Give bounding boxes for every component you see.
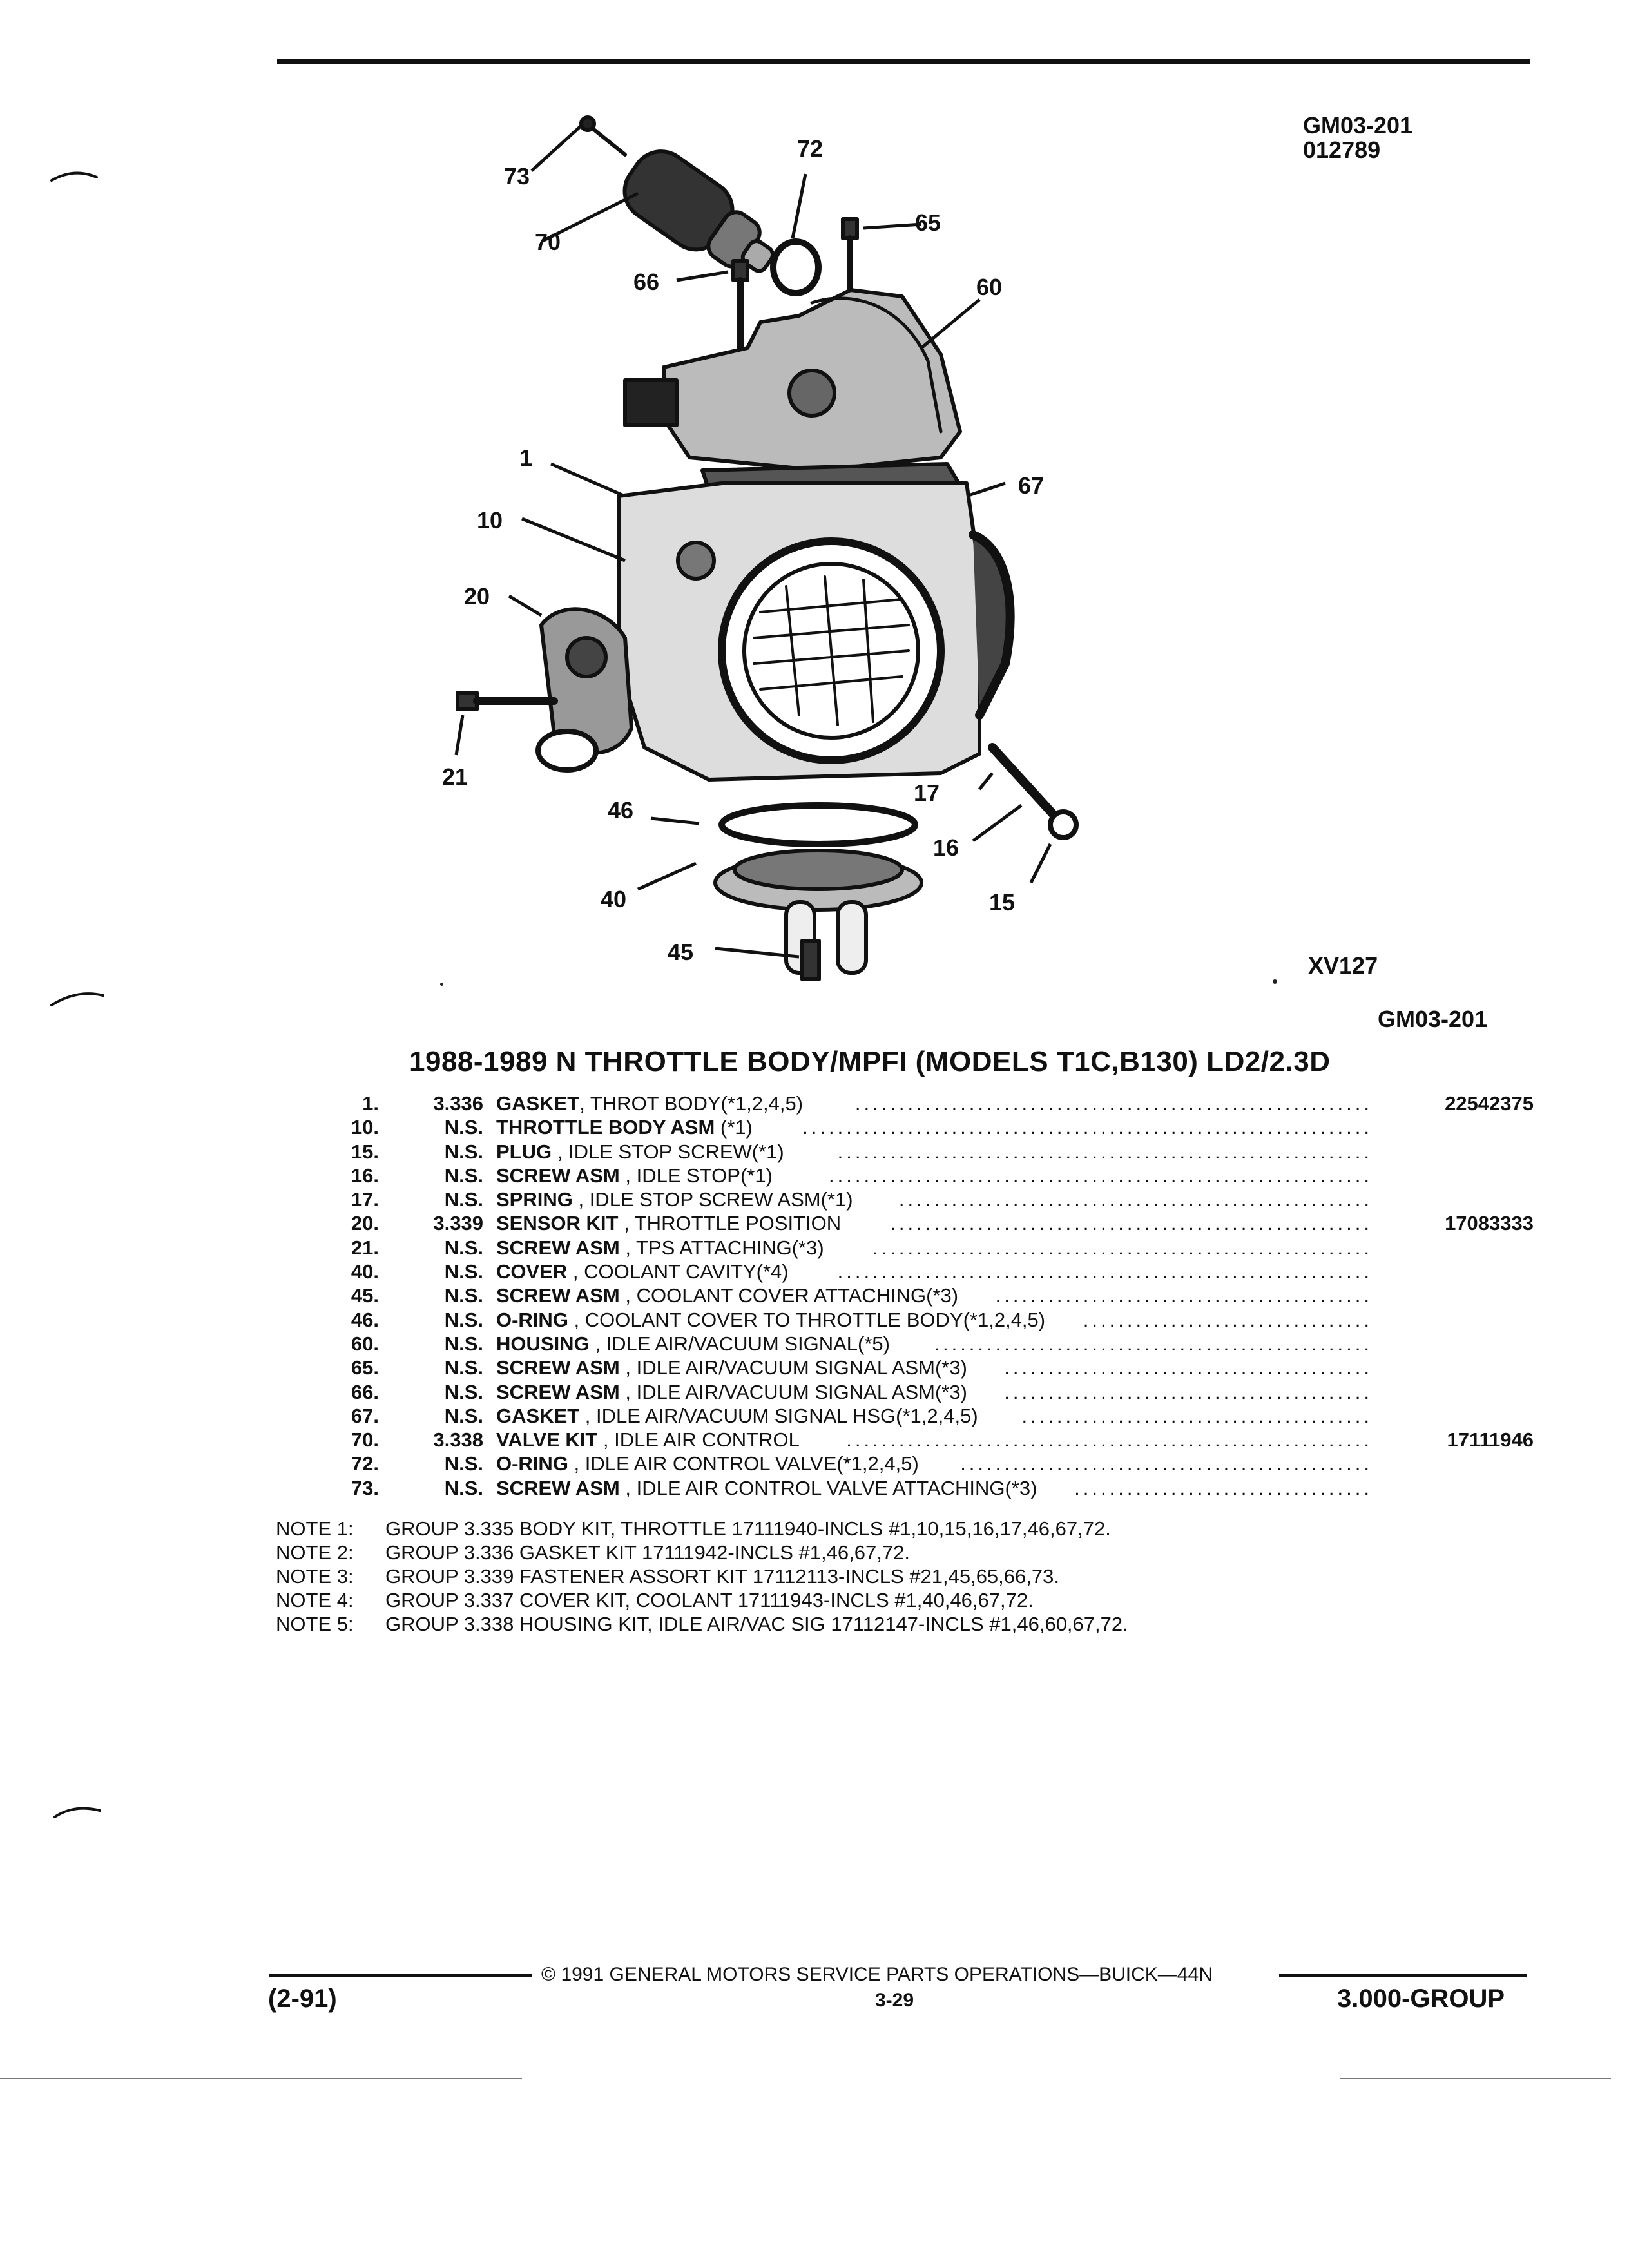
- part-detail: , IDLE STOP SCREW(*1): [552, 1140, 784, 1163]
- part-description: [496, 1260, 789, 1283]
- part-group-number: N.S.: [444, 1452, 483, 1475]
- callout-15: 15: [989, 889, 1016, 916]
- leader-dots: ..........................................: [1004, 1380, 1373, 1403]
- part-name: THROTTLE BODY ASM: [496, 1116, 715, 1139]
- parts-row: [284, 1381, 1534, 1405]
- parts-row: [284, 1309, 1534, 1332]
- part-detail: , TPS ATTACHING(*3): [619, 1236, 824, 1259]
- notes-block: [276, 1517, 1128, 1636]
- part-detail: , IDLE AIR/VACUUM SIGNAL(*5): [589, 1332, 890, 1355]
- note-label: NOTE 1:: [276, 1517, 354, 1540]
- part-group-number: N.S.: [444, 1116, 483, 1139]
- leader-dots: .............................................................: [837, 1140, 1373, 1163]
- part-name: VALVE KIT: [496, 1428, 598, 1452]
- footer-copyright: © 1991 GENERAL MOTORS SERVICE PARTS OPERATIONS—BUICK—44N: [541, 1964, 1213, 1985]
- parts-row: [284, 1164, 1534, 1188]
- part-description: [496, 1477, 1037, 1500]
- page-title: 1988-1989 N THROTTLE BODY/MPFI (MODELS T1C,B130) LD2/2.3D: [409, 1046, 1331, 1077]
- leader-dots: ...........................................: [995, 1284, 1373, 1307]
- part-description: [496, 1284, 958, 1307]
- leader-dots: .............................................................: [837, 1260, 1373, 1283]
- leader-dots: ......................................................: [898, 1188, 1373, 1211]
- footer-rule-right: [1279, 1974, 1527, 1977]
- note-text: GROUP 3.339 FASTENER ASSORT KIT 17112113-INCLS #21,45,65,66,73.: [385, 1565, 1059, 1588]
- part-description: [496, 1212, 841, 1235]
- parts-row: [284, 1477, 1534, 1501]
- callout-72: 72: [797, 135, 824, 162]
- note-label: NOTE 5:: [276, 1613, 354, 1635]
- parts-row: [284, 1356, 1534, 1380]
- part-detail: , IDLE STOP SCREW ASM(*1): [572, 1188, 853, 1211]
- leader-dots: .................................................................: [802, 1116, 1373, 1139]
- note-row: [276, 1541, 1128, 1564]
- part-name: GASKET: [496, 1092, 580, 1115]
- part-detail: , IDLE AIR CONTROL: [597, 1428, 800, 1452]
- part-name: PLUG: [496, 1140, 552, 1163]
- part-name: O-RING: [496, 1452, 568, 1475]
- part-group-number: N.S.: [444, 1404, 483, 1427]
- part-detail: , COOLANT COVER TO THROTTLE BODY(*1,2,4,5): [568, 1308, 1046, 1331]
- leader-dots: ........................................: [1021, 1404, 1373, 1427]
- callout-60: 60: [976, 274, 1003, 300]
- part-ref-number: 70.: [351, 1428, 379, 1452]
- part-detail: , COOLANT CAVITY(*4): [567, 1260, 789, 1283]
- callout-10: 10: [477, 507, 503, 533]
- part-detail: , IDLE AIR/VACUUM SIGNAL ASM(*3): [619, 1356, 967, 1379]
- part-name: SPRING: [496, 1188, 573, 1211]
- note-label: NOTE 3:: [276, 1565, 354, 1588]
- note-row: [276, 1517, 1128, 1541]
- speck: [1273, 979, 1277, 984]
- part-group-number: 3.338: [433, 1428, 483, 1452]
- part-group-number: N.S.: [444, 1140, 483, 1163]
- callout-17: 17: [914, 780, 940, 806]
- part-detail: (*1): [715, 1116, 753, 1139]
- part-detail: , THROTTLE POSITION: [618, 1212, 842, 1235]
- note-text: GROUP 3.338 HOUSING KIT, IDLE AIR/VAC SIG 17112147-INCLS #1,46,60,67,72.: [385, 1613, 1128, 1635]
- callout-65: 65: [915, 209, 941, 236]
- parts-row: [284, 1260, 1534, 1284]
- note-row: [276, 1612, 1128, 1636]
- part-name: O-RING: [496, 1308, 568, 1331]
- part-name: SCREW ASM: [496, 1356, 620, 1379]
- callout-67: 67: [1018, 472, 1045, 499]
- part-description: [496, 1428, 800, 1452]
- part-name: SCREW ASM: [496, 1236, 620, 1259]
- leader-dots: ...........................................................: [854, 1092, 1373, 1115]
- bottom-edge-rule: [0, 2078, 522, 2079]
- part-ref-number: 1.: [362, 1092, 379, 1115]
- note-label: NOTE 4:: [276, 1589, 354, 1611]
- top-rule: [277, 59, 1530, 64]
- part-number: 17083333: [1445, 1212, 1534, 1235]
- part-detail: , IDLE AIR/VACUUM SIGNAL HSG(*1,2,4,5): [579, 1404, 978, 1427]
- part-description: [496, 1116, 753, 1139]
- callout-20: 20: [464, 583, 490, 610]
- part-name: COVER: [496, 1260, 568, 1283]
- part-detail: , IDLE AIR CONTROL VALVE(*1,2,4,5): [568, 1452, 919, 1475]
- part-description: [496, 1332, 890, 1356]
- part-ref-number: 40.: [351, 1260, 379, 1283]
- footer-revision: (2-91): [268, 1984, 337, 2013]
- part-ref-number: 66.: [351, 1380, 379, 1403]
- leader-dots: .......................................................: [890, 1212, 1373, 1235]
- part-name: HOUSING: [496, 1332, 590, 1355]
- part-ref-number: 45.: [351, 1284, 379, 1307]
- section-code: GM03-201: [1378, 1006, 1488, 1032]
- parts-row: [284, 1140, 1534, 1164]
- part-name: SCREW ASM: [496, 1476, 620, 1499]
- part-name: SCREW ASM: [496, 1164, 620, 1187]
- part-group-number: N.S.: [444, 1332, 483, 1355]
- note-row: [276, 1588, 1128, 1612]
- note-row: [276, 1564, 1128, 1588]
- callout-45: 45: [668, 939, 694, 965]
- part-group-number: N.S.: [444, 1284, 483, 1307]
- leader-dots: ..........................................: [1004, 1356, 1373, 1379]
- part-group-number: N.S.: [444, 1260, 483, 1283]
- callout-1: 1: [519, 445, 533, 471]
- part-group-number: N.S.: [444, 1236, 483, 1259]
- part-description: [496, 1164, 773, 1187]
- part-description: [496, 1140, 784, 1164]
- parts-row: [284, 1116, 1534, 1140]
- part-ref-number: 17.: [351, 1188, 379, 1211]
- header-code: GM03-201: [1303, 112, 1413, 139]
- callout-40: 40: [601, 886, 627, 912]
- part-ref-number: 15.: [351, 1140, 379, 1163]
- part-group-number: N.S.: [444, 1188, 483, 1211]
- throttle-body-illustration: [412, 97, 1095, 999]
- hole-punch-marks: [39, 161, 116, 1901]
- part-name: SCREW ASM: [496, 1284, 620, 1307]
- part-group-number: 3.339: [433, 1212, 483, 1235]
- parts-row: [284, 1236, 1534, 1260]
- part-detail: , THROT BODY(*1,2,4,5): [579, 1092, 804, 1115]
- part-description: [496, 1092, 803, 1115]
- part-group-number: N.S.: [444, 1380, 483, 1403]
- leader-dots: .........................................................: [872, 1236, 1373, 1259]
- note-text: GROUP 3.336 GASKET KIT 17111942-INCLS #1,46,67,72.: [385, 1541, 910, 1564]
- part-ref-number: 46.: [351, 1308, 379, 1331]
- parts-row: [284, 1188, 1534, 1212]
- part-detail: , IDLE AIR CONTROL VALVE ATTACHING(*3): [619, 1476, 1037, 1499]
- parts-row: [284, 1405, 1534, 1428]
- footer-rule-left: [269, 1974, 532, 1977]
- part-ref-number: 65.: [351, 1356, 379, 1379]
- part-ref-number: 10.: [351, 1116, 379, 1139]
- part-detail: , IDLE STOP(*1): [619, 1164, 773, 1187]
- parts-row: [284, 1452, 1534, 1476]
- note-text: GROUP 3.337 COVER KIT, COOLANT 17111943-INCLS #1,40,46,67,72.: [385, 1589, 1034, 1611]
- part-group-number: N.S.: [444, 1164, 483, 1187]
- part-ref-number: 16.: [351, 1164, 379, 1187]
- bottom-edge-rule-right: [1340, 2078, 1611, 2079]
- note-label: NOTE 2:: [276, 1541, 354, 1564]
- leader-dots: .................................: [1083, 1308, 1373, 1331]
- part-ref-number: 21.: [351, 1236, 379, 1259]
- leader-dots: ..................................: [1074, 1476, 1373, 1499]
- note-text: GROUP 3.335 BODY KIT, THROTTLE 17111940-INCLS #1,10,15,16,17,46,67,72.: [385, 1517, 1111, 1540]
- part-description: [496, 1405, 978, 1428]
- parts-row: [284, 1428, 1534, 1452]
- callout-16: 16: [933, 834, 959, 861]
- figure-id: XV127: [1308, 952, 1378, 979]
- leader-dots: ...............................................: [960, 1452, 1373, 1475]
- callout-46: 46: [608, 797, 634, 823]
- part-description: [496, 1381, 967, 1404]
- part-description: [496, 1452, 919, 1475]
- part-group-number: 3.336: [433, 1092, 483, 1115]
- parts-row: [284, 1212, 1534, 1236]
- part-description: [496, 1356, 967, 1379]
- part-group-number: N.S.: [444, 1476, 483, 1499]
- footer-group: 3.000-GROUP: [1337, 1984, 1505, 2013]
- parts-row: [284, 1284, 1534, 1308]
- part-name: SCREW ASM: [496, 1380, 620, 1403]
- part-ref-number: 67.: [351, 1404, 379, 1427]
- part-group-number: N.S.: [444, 1308, 483, 1331]
- parts-list: [284, 1092, 1534, 1501]
- leader-dots: ..................................................: [934, 1332, 1373, 1355]
- part-name: GASKET: [496, 1404, 580, 1427]
- callout-21: 21: [442, 764, 468, 790]
- speck: [440, 983, 443, 986]
- part-detail: , COOLANT COVER ATTACHING(*3): [619, 1284, 959, 1307]
- part-ref-number: 20.: [351, 1212, 379, 1235]
- part-description: [496, 1188, 853, 1211]
- part-group-number: N.S.: [444, 1356, 483, 1379]
- leader-dots: ............................................................: [846, 1428, 1373, 1452]
- part-name: SENSOR KIT: [496, 1212, 619, 1235]
- parts-row: [284, 1092, 1534, 1116]
- footer-page-number: 3-29: [875, 1990, 914, 2011]
- part-number: 22542375: [1445, 1092, 1534, 1115]
- callout-66: 66: [633, 269, 660, 295]
- part-number: 17111946: [1447, 1428, 1534, 1452]
- part-ref-number: 72.: [351, 1452, 379, 1475]
- part-description: [496, 1236, 824, 1260]
- header-code-block: [1303, 113, 1412, 162]
- callout-73: 73: [504, 163, 530, 189]
- part-description: [496, 1309, 1045, 1332]
- parts-row: [284, 1332, 1534, 1356]
- part-ref-number: 73.: [351, 1476, 379, 1499]
- header-date-code: 012789: [1303, 137, 1381, 163]
- part-ref-number: 60.: [351, 1332, 379, 1355]
- callout-70: 70: [535, 229, 561, 255]
- leader-dots: ..............................................................: [829, 1164, 1373, 1187]
- part-detail: , IDLE AIR/VACUUM SIGNAL ASM(*3): [619, 1380, 967, 1403]
